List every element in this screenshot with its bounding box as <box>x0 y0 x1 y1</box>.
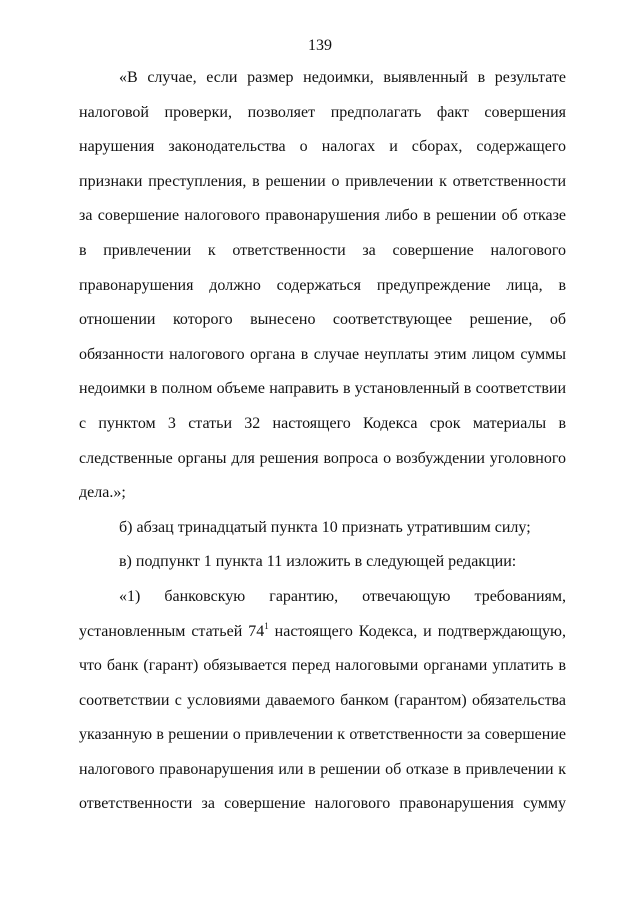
document-body <box>79 61 566 822</box>
paragraph-subitem-1-text-start: «1) банковскую гарантию, отвечающую требованиям, установленным статьей 74 <box>79 587 566 640</box>
paragraph-item-b: б) абзац тринадцатый пункта 10 признать утратившим силу; <box>119 518 531 536</box>
paragraph-subitem-1 <box>79 580 566 822</box>
paragraph-item-v: в) подпункт 1 пункта 11 изложить в следующей редакции: <box>119 553 517 571</box>
article-superscript: 1 <box>264 620 269 631</box>
paragraph-tax-check-quote: «В случае, если размер недоимки, выявленный в результате налоговой проверки, позволяет предполагать факт совершения нарушения законодательства о налогах и сборах, содержащего признаки преступления, в решении о привлечении к ответственности за совершение налогового правонарушения либо в решении об отказе в привлечении к ответственности за совершение налогового правонарушения должно содержаться предупреждение лица, в отношении которого вынесено соответствующее решение, об обязанности налогового органа в случае неуплаты этим лицом суммы недоимки в полном объеме направить в установленный в соответствии с пунктом 3 статьи 32 настоящего Кодекса срок материалы в следственные органы для решения вопроса о возбуждении уголовного дела.»; <box>79 69 566 502</box>
page-number: 139 <box>308 37 332 54</box>
paragraph-subitem-1-text-end: настоящего Кодекса, и подтверждающую, что банк (гарант) обязывается перед налоговыми органами уплатить в соответствии с условиями даваемого банком (гарантом) обязательства указанную в решении о привлечении к ответственности за совершение налогового правонарушения или в решении об отказе в привлечении к ответственности за совершение налогового правонарушения сумму <box>79 622 567 813</box>
